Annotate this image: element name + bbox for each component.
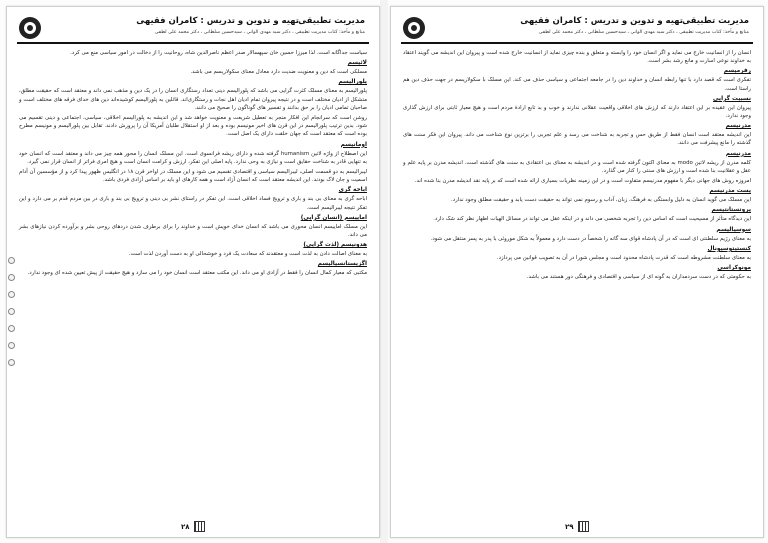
section-heading: مدرنیسم bbox=[725, 123, 751, 130]
section-heading: اگزیستانسیالیسم bbox=[317, 261, 367, 268]
page-header bbox=[401, 15, 753, 45]
paragraph: سیاست جداگانه است. لذا میرزا حسین خان سپهسالار صدر اعظم ناصرالدین شاه، روحانیت را از دخالت در امور سیاسی منع می کرد. bbox=[70, 50, 367, 56]
section-heading: کنستیتوسیونال bbox=[707, 245, 751, 252]
page-gutter bbox=[380, 0, 388, 543]
paragraph: این اصطلاح از واژه لاتین humanism گرفته شده و دارای ریشه فرانسوی است. این مسلک انسان را محور همه چیز می داند و معتقد است که انسان خود به تنهایی قادر به شناخت حقایق است و نیازی به وحی ندارد. پایه اصلی این تفکر، ارزش و کرامت انسان است و هیچ امری فراتر از انسان قرار نمی گیرد. bbox=[19, 150, 367, 165]
paragraph: امروزه روش های جهانی دیگر با مفهوم مدرنیسم متفاوت است و در این زمینه نظریات بسیاری ارائه شده است که بر پایه نقد اندیشه مدرن بنا شده اند. bbox=[414, 178, 751, 185]
header-rule bbox=[17, 42, 369, 44]
section-heading: سوسیالیسم bbox=[716, 226, 751, 233]
section-heading: هدونیسم (لذت گرایی) bbox=[303, 242, 367, 249]
paragraph: این مسلک می گوید انسان به دلیل وابستگی به فرهنگ، زبان، آداب و رسوم نمی تواند به حقیقت دست یابد و حقیقت مطلق وجود ندارد. bbox=[451, 197, 751, 204]
page-29 bbox=[390, 6, 764, 538]
book-icon bbox=[194, 521, 205, 532]
paragraph: پلورالیسم به معنای مسلک کثرت گرایی می باشد که پلورالیسم دینی تعداد رستگاری انسان را در یک دین و مذهب نمی داند و معتقد است که حقیقت مطلق، متشکل از ادیان مختلف است و در نتیجه پیروان تمام ادیان اهل نجات و رستگاری‌اند. قائلین به پلورالیسم کوشیده‌اند دین های خدای فرقه های مختلف است و صاحبان تمامی ادیان را بر حق بدانند و تفسیر های گوناگون را صحیح می دانند. bbox=[19, 88, 367, 111]
margin-marker-icon bbox=[8, 342, 15, 349]
section-heading: مونوکراسی bbox=[717, 265, 751, 272]
page-body bbox=[403, 49, 751, 519]
page-header bbox=[17, 15, 369, 45]
margin-marker-icon bbox=[8, 325, 15, 332]
paragraph: تفکری است که قصد دارد با تنها رابطه انسان و خداوند دین را در جامعه اجتماعی و سیاسی حذف می کند. این مسلک با سکولاریسم در جهت حذف دین هم راستا است. bbox=[403, 77, 751, 92]
page-number: ۲۹ bbox=[565, 522, 574, 531]
paragraph: این مسلک اماییسم انسان محوری می باشد که انسان خدای خویش است و خداوند را برای برطرف شدن دردهای روحی بشر و برآورده کردن نیازهای بشر می داند. bbox=[19, 223, 367, 239]
page-body bbox=[19, 49, 367, 519]
page-28 bbox=[6, 6, 380, 538]
paragraph: به معنای رژیم سلطنتی ای است که در آن پادشاه قوای سه گانه را شخصاً در دست دارد و معمولاً به شکل موروثی با پدر به پسر منتقل می شود. bbox=[430, 235, 751, 242]
paragraph: این دیدگاه متأثر از مسیحیت است که اساس دین را تجربه شخصی می داند و در اینکه عقل می تواند در مسائل الهیات اظهار نظر کند شک دارد. bbox=[433, 216, 751, 223]
page-number: ۲۸ bbox=[181, 522, 190, 531]
paragraph: روشن است که سرانجام این افکار منجر به تعطیل شریعت و معنویت خواهد شد و این اندیشه به پلورالیسم اخلاقی، سیاسی، اجتماعی و دینی تقسیم می شود. بدین ترتیب پلورالیسم در این قرن های اخیر مونیسم بوده و بعد از او استقلال طلبان آمریکا آن را پرورش دادند. تقابل بین پلورالیسم و مونیسم مطرح بوده است که معتقد است که جهان خلقت دارای یک اصل است. bbox=[19, 115, 367, 138]
university-logo-icon bbox=[19, 17, 41, 39]
paragraph: به حکومتی که در دست سردمداران به گونه ای از سیاسی و اقتصادی و فرهنگی دور هستند می باشد. bbox=[526, 274, 751, 281]
margin-markers bbox=[8, 257, 18, 376]
paragraph: پیروان این عقیده بر این اعتقاد دارند که ارزش های اخلاقی واقعیت عقلانی ندارند و خوب و بد تابع ارادهٔ مردم است و هیچ معیار ثابتی برای ارزش گذاری وجود ندارد. bbox=[403, 104, 751, 120]
header-rule bbox=[401, 42, 753, 44]
header-title: مدیریت تطبیقی bbox=[682, 16, 749, 26]
paragraph: انسان را از انسانیت خارج می نماید و اگر انسان خود را وابسته و متعلق و بنده چیزی نماید از انسانیت خارج شده است و پیروان این اندیشه می گویند اعتقاد به خداوند نوعی اسارت و مانع رشد بشر است. bbox=[403, 50, 751, 65]
margin-marker-icon bbox=[8, 359, 15, 366]
header-subtitle: منابع و مآخذ: کتاب مدیریت تطبیقی ، دکتر سید مهدی الوانی ، سیدحسین سلطانی ، دکتر محمد علی لطفی bbox=[154, 30, 365, 35]
section-heading: لائیسم bbox=[347, 60, 367, 67]
page-footer bbox=[7, 521, 379, 533]
paragraph: کلمه مدرن از ریشه لاتین modo به معنای اکنون گرفته شده است و در اندیشه به معنای بی اعتقادی به سنت های گذشته است. اندیشه مدرن بر پایه علم و عقل و عقلانیت بنا شده است و ارزش های سنتی را کنار می گذارد. bbox=[403, 159, 751, 174]
margin-marker-icon bbox=[8, 257, 15, 264]
section-heading: پلورالیسم bbox=[338, 79, 367, 86]
section-heading: اماییسم (انسان گرایی) bbox=[300, 214, 367, 221]
margin-marker-icon bbox=[8, 308, 15, 315]
margin-marker-icon bbox=[8, 291, 15, 298]
header-course: تهیه و تدوین و تدریس : کامران فقیهی bbox=[520, 16, 683, 26]
paragraph: به معنای سلطنت مشروطه است که قدرت پادشاه محدود است و مجلس شورا در آن به تصویب قوانین می پردازد. bbox=[496, 254, 751, 261]
paragraph: مکتبی که معیار کمال انسان را فقط در آزادی او می داند. این مکتب معتقد است انسان خود را می سازد و هیچ حقیقت از پیش تعیین شده ای وجود ندارد. bbox=[27, 270, 367, 277]
section-heading: اباحه گری bbox=[338, 187, 367, 194]
section-heading: مدرنیسم bbox=[725, 150, 751, 157]
section-heading: پست مدرنیسم bbox=[709, 188, 751, 195]
page-footer bbox=[391, 521, 763, 533]
section-heading: نسبیت گرایی bbox=[713, 95, 751, 102]
margin-marker-icon bbox=[8, 274, 15, 281]
section-heading: اومانیسم bbox=[340, 141, 367, 148]
paragraph: این اندیشه معتقد است انسان فقط از طریق حس و تجربه به شناخت می رسد و علم تجربی را برترین نوع شناخت می داند. پیروان این فکر سنت های گذشته را مانع پیشرفت می دانند. bbox=[403, 132, 751, 147]
header-subtitle: منابع و مآخذ: کتاب مدیریت تطبیقی ، دکتر سید مهدی الوانی ، سیدحسین سلطانی ، دکتر محمد علی لطفی bbox=[538, 30, 749, 35]
header-title: مدیریت تطبیقی bbox=[298, 16, 365, 26]
university-logo-icon bbox=[403, 17, 425, 39]
paragraph: اباحه گری به معنای بی بند و باری و ترویج فساد اخلاقی است. این تفکر در راستای نشر بی دینی و ترویج بی بند و باری در بین مردم قدم بر می دارد و این تفکر نتیجه لیبرالیسم است. bbox=[19, 196, 367, 211]
paragraph: به معنای اصالت دادن به لذت است و معتقدند که سعادت یک فرد و خوشحالی او به دست آوردن لذت است. bbox=[128, 251, 367, 258]
header-course: تهیه و تدوین و تدریس : کامران فقیهی bbox=[136, 16, 299, 26]
section-heading: رفرمیسم bbox=[723, 68, 751, 75]
book-icon bbox=[578, 521, 589, 532]
paragraph: لیبرالیسم به دو قسمت اصلی، لیبرالیسم سیاسی و اقتصادی تقسیم می شود و این مسلک در اواخر قرن ۱۸ در انگلیس ظهور پیدا کرد و از مؤسسین آن آدام اسمیت و جان لاک بودند. این اندیشه معتقد است که انسان آزاد است و همه کارهای او باید بر اساس آزادی فردی باشد. bbox=[19, 169, 367, 184]
paragraph: مسلکی است که دین و معنویت ضدیت دارد معادل معنای سکولاریسم می باشد. bbox=[190, 69, 367, 76]
section-heading: پروتستانتیسم bbox=[711, 207, 751, 214]
